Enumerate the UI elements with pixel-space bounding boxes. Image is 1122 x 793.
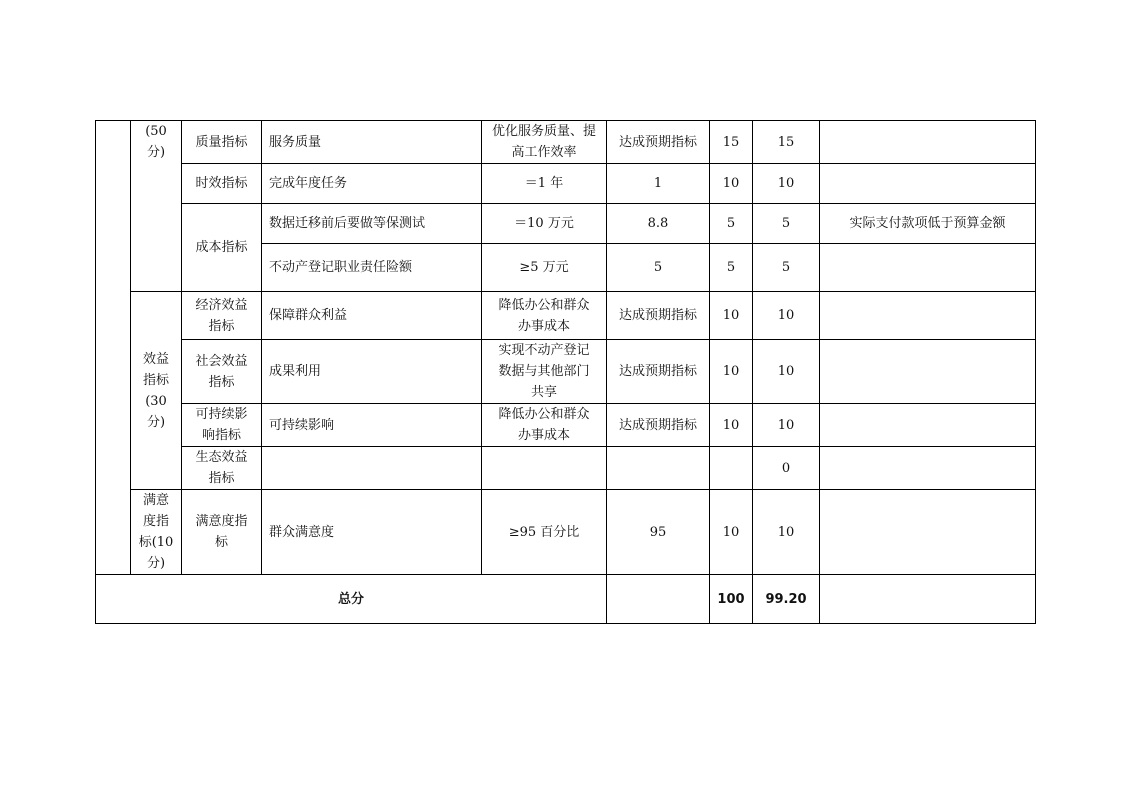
target-cell: ≥5 万元 (482, 244, 607, 292)
score-cell: 10 (753, 292, 820, 340)
table-row (96, 292, 1036, 340)
item-cell: 保障群众利益 (262, 292, 482, 340)
score-cell: 10 (753, 340, 820, 404)
subcategory-cell: 生态效益 指标 (182, 447, 262, 490)
subcategory-cell: 社会效益 指标 (182, 340, 262, 404)
item-cell: 成果利用 (262, 340, 482, 404)
weight-cell: 10 (710, 490, 753, 575)
score-cell: 10 (753, 490, 820, 575)
note-cell (820, 244, 1036, 292)
score-cell: 15 (753, 121, 820, 164)
item-cell: 完成年度任务 (262, 164, 482, 204)
table-row (96, 121, 1036, 164)
score-cell: 0 (753, 447, 820, 490)
total-label: 总分 (96, 575, 607, 624)
score-cell: 10 (753, 164, 820, 204)
total-row (96, 575, 1036, 624)
item-cell: 服务质量 (262, 121, 482, 164)
note-cell (820, 404, 1036, 447)
note-cell: 实际支付款项低于预算金额 (820, 204, 1036, 244)
actual-cell: 5 (607, 244, 710, 292)
score-cell: 10 (753, 404, 820, 447)
actual-cell: 达成预期指标 (607, 340, 710, 404)
note-cell (820, 121, 1036, 164)
weight-cell (710, 447, 753, 490)
target-cell: 优化服务质量、提 高工作效率 (482, 121, 607, 164)
weight-cell: 10 (710, 164, 753, 204)
target-cell (482, 447, 607, 490)
note-cell (820, 490, 1036, 575)
first-level-cell (96, 121, 131, 575)
target-cell: ＝1 年 (482, 164, 607, 204)
target-cell: 降低办公和群众 办事成本 (482, 404, 607, 447)
subcategory-cell: 经济效益 指标 (182, 292, 262, 340)
table-row (96, 447, 1036, 490)
item-cell: 数据迁移前后要做等保测试 (262, 204, 482, 244)
total-score-cell: 99.20 (753, 575, 820, 624)
weight-cell: 10 (710, 340, 753, 404)
score-cell: 5 (753, 204, 820, 244)
total-weight-cell: 100 (710, 575, 753, 624)
performance-table (95, 120, 1036, 624)
note-cell (820, 164, 1036, 204)
table-row (96, 490, 1036, 575)
actual-cell: 8.8 (607, 204, 710, 244)
note-cell (820, 447, 1036, 490)
weight-cell: 5 (710, 244, 753, 292)
weight-cell: 10 (710, 404, 753, 447)
note-cell (820, 340, 1036, 404)
table-row (96, 204, 1036, 244)
subcategory-cell: 成本指标 (182, 204, 262, 292)
subcategory-cell: 时效指标 (182, 164, 262, 204)
item-cell (262, 447, 482, 490)
item-cell: 不动产登记职业责任险额 (262, 244, 482, 292)
category-cell: 效益 指标 (30 分) (131, 292, 182, 490)
item-cell: 可持续影响 (262, 404, 482, 447)
actual-cell: 95 (607, 490, 710, 575)
weight-cell: 15 (710, 121, 753, 164)
actual-cell: 达成预期指标 (607, 292, 710, 340)
target-cell: ≥95 百分比 (482, 490, 607, 575)
score-cell: 5 (753, 244, 820, 292)
subcategory-cell: 质量指标 (182, 121, 262, 164)
table-row (96, 164, 1036, 204)
target-cell: ＝10 万元 (482, 204, 607, 244)
actual-cell (607, 447, 710, 490)
table-row (96, 340, 1036, 404)
actual-cell: 达成预期指标 (607, 121, 710, 164)
total-actual-cell (607, 575, 710, 624)
item-cell: 群众满意度 (262, 490, 482, 575)
total-note-cell (820, 575, 1036, 624)
actual-cell: 1 (607, 164, 710, 204)
weight-cell: 10 (710, 292, 753, 340)
note-cell (820, 292, 1036, 340)
actual-cell: 达成预期指标 (607, 404, 710, 447)
weight-cell: 5 (710, 204, 753, 244)
subcategory-cell: 满意度指 标 (182, 490, 262, 575)
category-cell: (50 分) (131, 121, 182, 292)
target-cell: 实现不动产登记 数据与其他部门 共享 (482, 340, 607, 404)
category-cell: 满意 度指 标(10 分) (131, 490, 182, 575)
subcategory-cell: 可持续影 响指标 (182, 404, 262, 447)
target-cell: 降低办公和群众 办事成本 (482, 292, 607, 340)
table-row (96, 404, 1036, 447)
